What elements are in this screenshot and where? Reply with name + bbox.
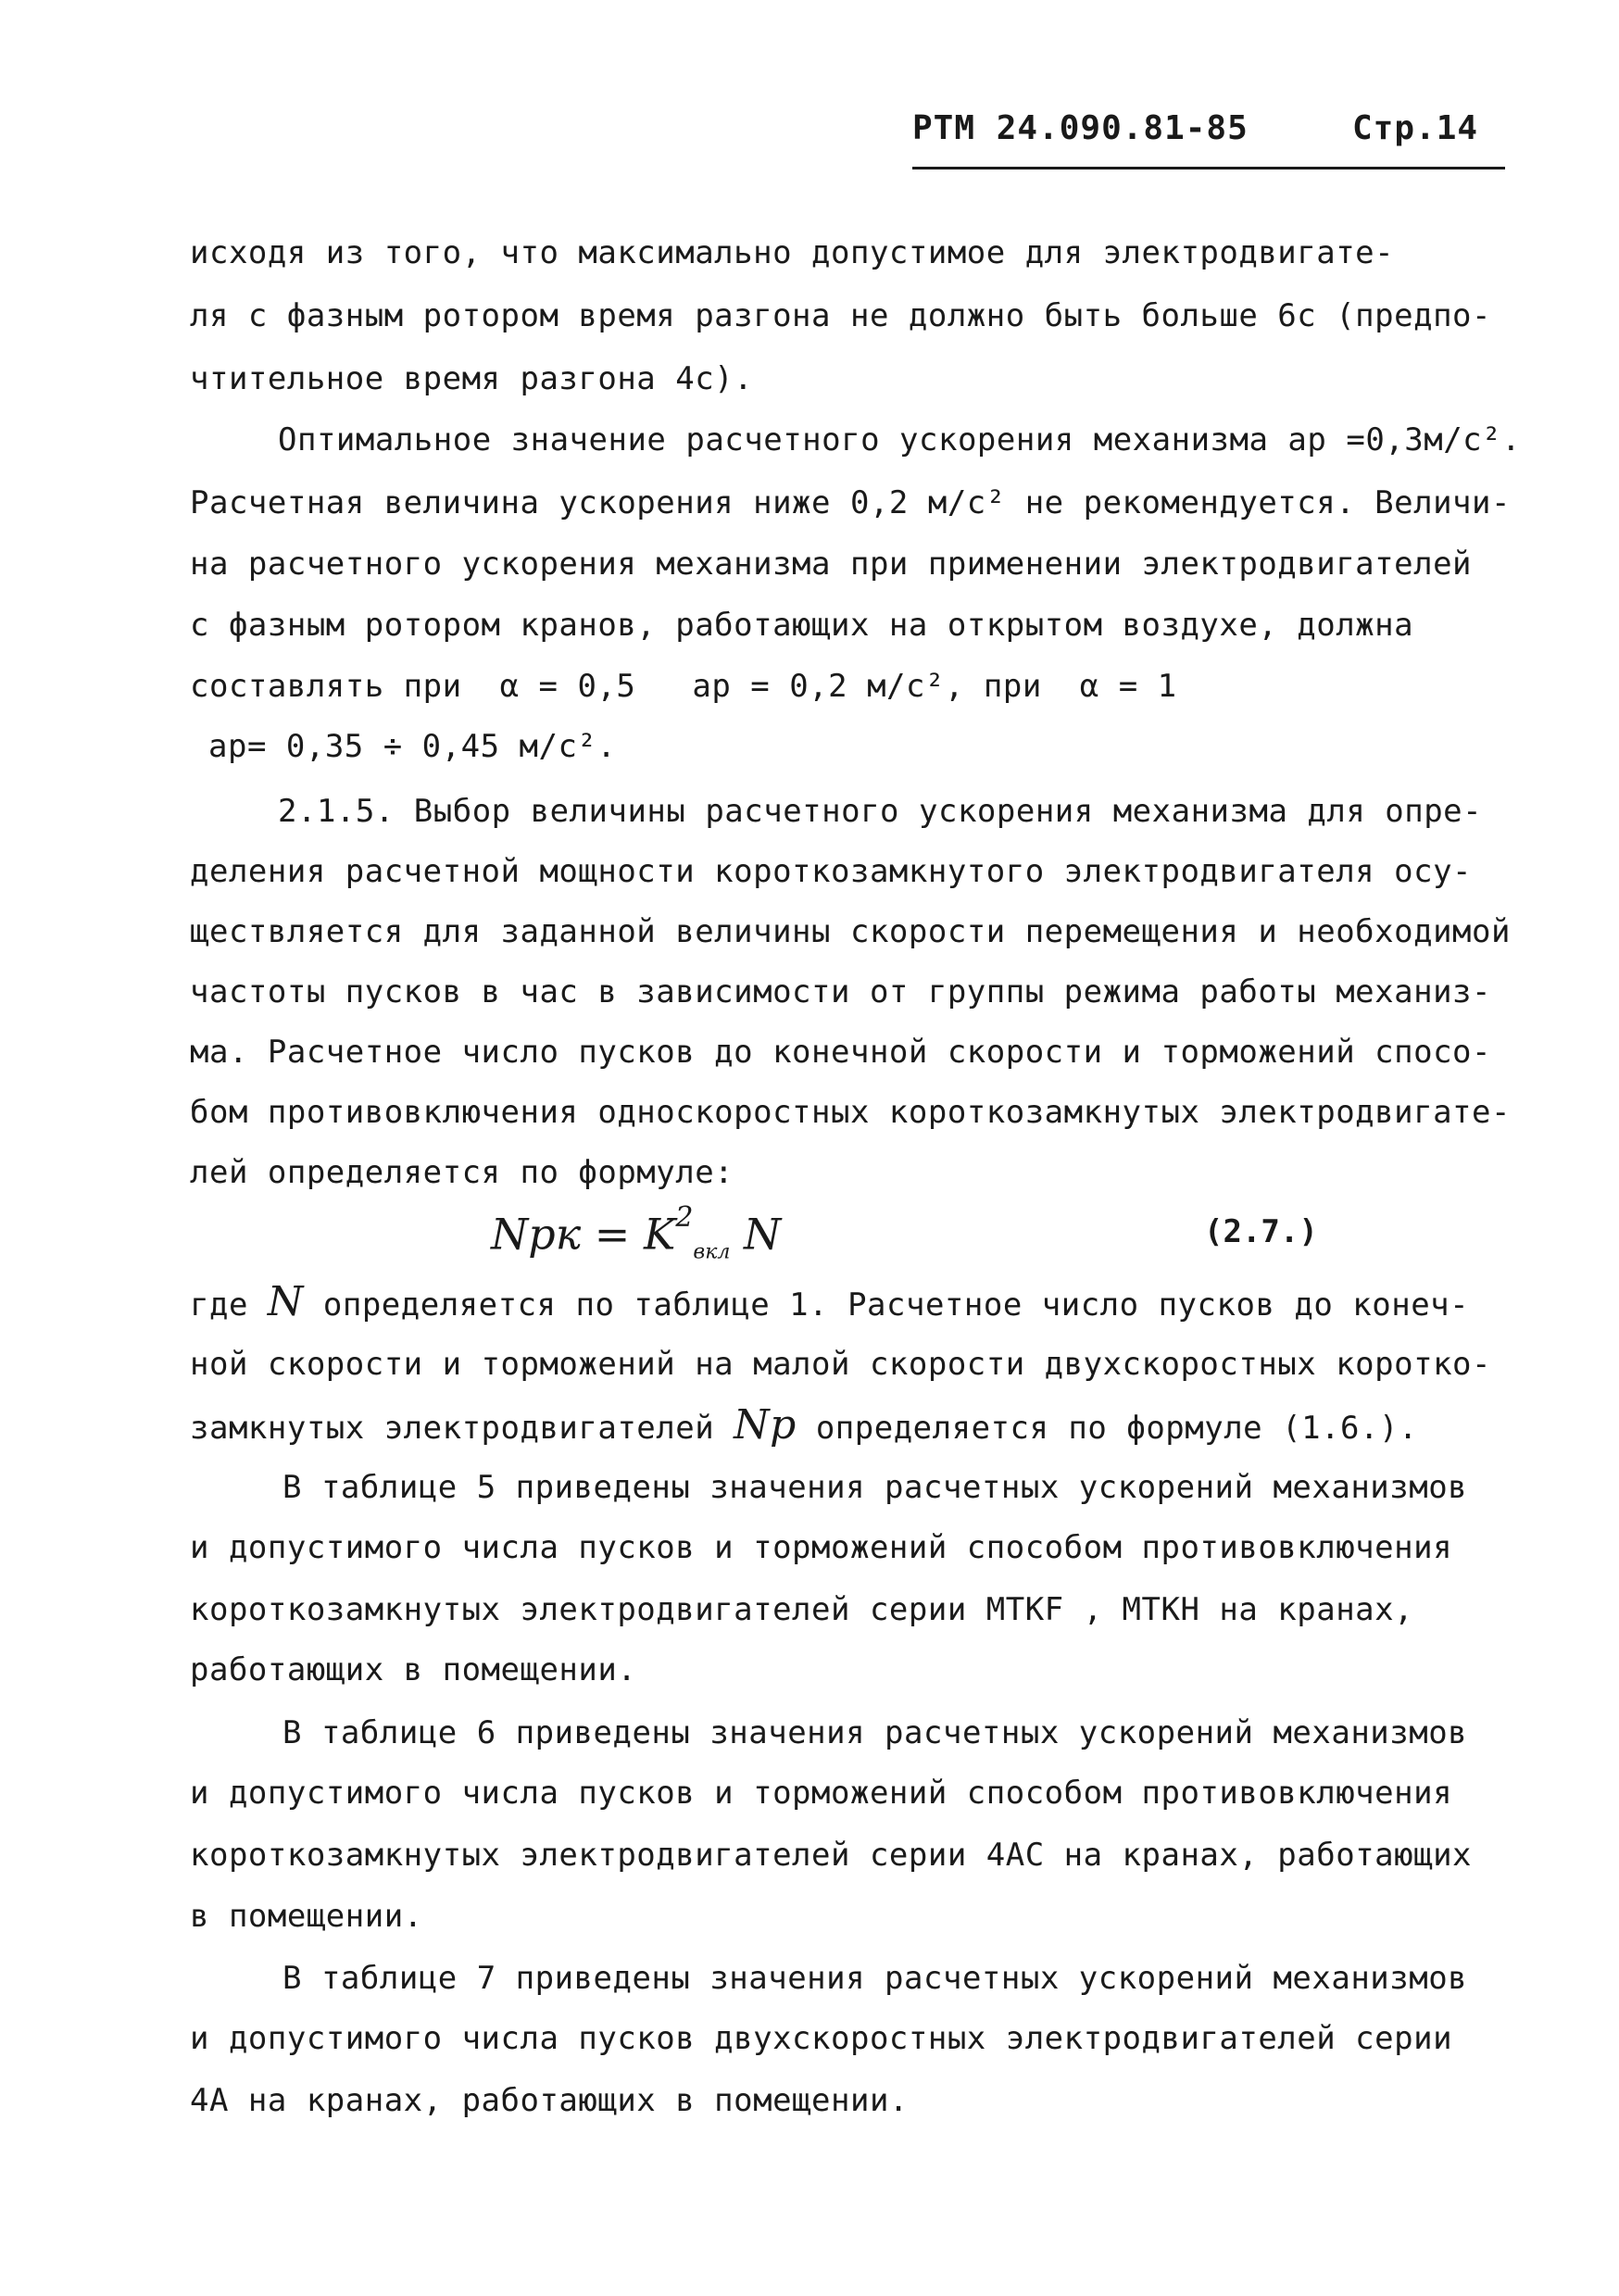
formula-sup: 2 [675,1201,694,1234]
text-line: на расчетного ускорения механизма при применении электродвигателей [190,546,1473,583]
text-line: лей определяется по формуле: [190,1154,734,1191]
text-line: деления расчетной мощности короткозамкнутого электродвигателя осу- [190,853,1473,890]
text-line: и допустимого числа пусков и торможений способом противовключения [190,1775,1453,1812]
text-line: aр= 0,35 ÷ 0,45 м/с². [208,728,617,765]
text-line [190,1278,1470,1325]
text-line: с фазным ротором кранов, работающих на открытом воздухе, должна [190,607,1414,644]
text-line: и допустимого числа пусков и торможений способом противовключения [190,1529,1453,1566]
text-fragment: определяется по формуле (1.6.). [815,1410,1418,1447]
formula-right: N [730,1209,782,1260]
text-line: короткозамкнутых электродвигателей серии 4АС на кранах, работающих [190,1837,1473,1874]
text-line: частоты пусков в час в зависимости от группы режима работы механиз- [190,973,1491,1010]
text-fragment: замкнутых электродвигателей [190,1410,715,1447]
text-line: ществляется для заданной величины скорости перемещения и необходимой [190,913,1511,950]
text-line: 4А на кранах, работающих в помещении. [190,2082,909,2119]
text-line [190,1401,1418,1449]
text-line: работающих в помещении. [190,1651,637,1688]
text-line: ной скорости и торможений на малой скорости двухскоростных коротко- [190,1346,1491,1383]
text-line: в помещении. [190,1898,423,1935]
text-fragment: Оптимальное значение расчетного ускорения механизма a [278,421,1308,458]
text-line: ма. Расчетное число пусков до конечной скорости и торможений спосо- [190,1034,1491,1071]
text-line: короткозамкнутых электродвигателей серии MTKF , MTKH на кранах, [190,1591,1414,1628]
page-number: Стр.14 [1352,109,1479,147]
formula [491,1201,782,1264]
text-line: чтительное время разгона 4с). [190,360,754,397]
handwritten-value: aр = 0,2 м/с², при [692,668,1042,705]
text-line: Расчетная величина ускорения ниже 0,2 м/с² не рекомендуется. Величи- [190,484,1511,521]
handwritten-value: α = 1 [1079,668,1177,705]
text-line: В таблице 5 приведены значения расчетных ускорений механизмов [282,1469,1468,1506]
text-fragment: где [190,1286,248,1324]
text-line: бом противовключения односкоростных короткозамкнутых электродвигате- [190,1094,1511,1131]
formula-sub: вкл [693,1240,731,1264]
text-line: В таблице 7 приведены значения расчетных ускорений механизмов [282,1960,1468,1997]
text-fragment: определяется по таблице 1. Расчетное число пусков до конеч- [322,1286,1470,1324]
handwritten-symbol: Nр [734,1401,797,1449]
handwritten-symbol: N [267,1278,304,1325]
text-line: В таблице 6 приведены значения расчетных ускорений механизмов [282,1714,1468,1751]
text-line: и допустимого числа пусков двухскоростных электродвигателей серии [190,2020,1453,2057]
document-code: РТМ 24.090.81-85 [912,109,1249,147]
formula-left: Nрк = K [491,1209,676,1260]
handwritten-value: р =0,3м/с². [1307,421,1522,458]
text-line [278,420,1521,459]
header-rule [912,167,1505,169]
formula-number: (2.7.) [1204,1213,1318,1250]
text-line: ля с фазным ротором время разгона не должно быть больше 6с (предпо- [190,297,1491,334]
text-line: исходя из того, что максимально допустимое для электродвигате- [190,234,1395,271]
handwritten-value: α = 0,5 [499,668,636,705]
text-line: 2.1.5. Выбор величины расчетного ускорения механизма для опре- [278,793,1483,830]
text-line [190,667,1177,706]
text-fragment: составлять при [190,668,462,705]
